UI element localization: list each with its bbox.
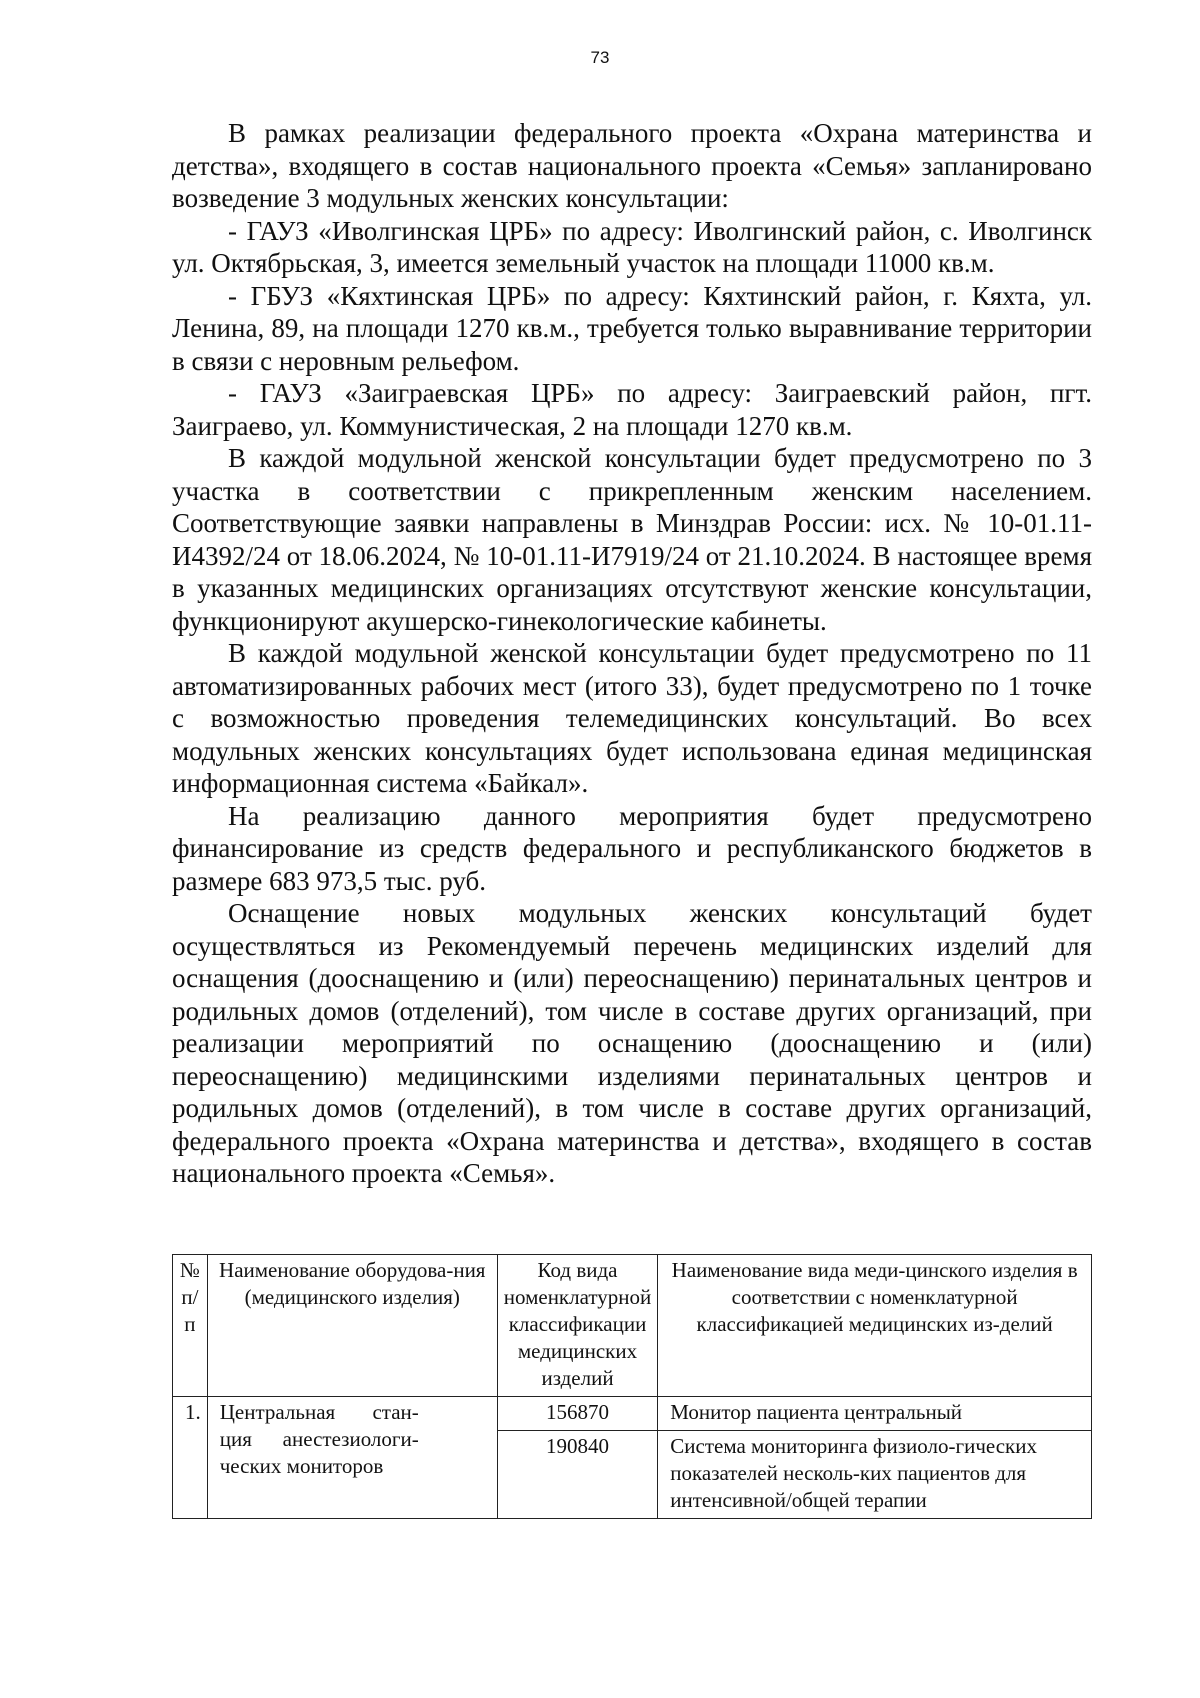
page-number: 73 — [590, 48, 610, 67]
device-kind: Монитор пациента центральный — [658, 1397, 1092, 1431]
paragraph: На реализацию данного мероприятия будет предусмотрено финансирование из средств федерального и республиканского бюджетов в размере 683 973,5 тыс. руб. — [172, 800, 1092, 896]
header-number: № п/п — [173, 1255, 208, 1397]
header-classification-code: Код вида номенклатурной классификации медицинских изделий — [497, 1255, 658, 1397]
table-header-row — [173, 1255, 1092, 1397]
document-body — [172, 117, 1092, 1190]
device-kind: Система мониторинга физиоло-гических показателей несколь-ких пациентов для интенсивной/общей терапии — [658, 1431, 1092, 1519]
table-row — [173, 1397, 1092, 1431]
paragraph: - ГАУЗ «Иволгинская ЦРБ» по адресу: Иволгинский район, с. Иволгинск ул. Октябрьская, 3, имеется земельный участок на площади 11000 кв.м. — [172, 215, 1092, 278]
equipment-table — [172, 1254, 1092, 1519]
paragraph: - ГБУЗ «Кяхтинская ЦРБ» по адресу: Кяхтинский район, г. Кяхта, ул. Ленина, 89, на площади 1270 кв.м., требуется только выравнивание территории в связи с неровным рельефом. — [172, 280, 1092, 376]
paragraph: В каждой модульной женской консультации будет предусмотрено по 3 участка в соответствии с прикрепленным женским населением. Соответствующие заявки направлены в Минздрав России: исх. № 10-01.11-И4392/24 от 18.06.2024, № 10-01.11-И7919/24 от 21.10.2024. В настоящее время в указанных медицинских организациях отсутствуют женские консультации, функционируют акушерско-гинекологические кабинеты. — [172, 443, 1092, 636]
header-device-kind: Наименование вида меди-цинского изделия в соответствии с номенклатурной классификацией медицинских из-делий — [658, 1255, 1092, 1397]
classification-code: 190840 — [497, 1431, 658, 1519]
paragraph: Оснащение новых модульных женских консультаций будет осуществляться из Рекомендуемый перечень медицинских изделий для оснащения (дооснащению и (или) переоснащению) перинатальных центров и родильных домов (отделений), том числе в составе других организаций, при реализации мероприятий по оснащению (дооснащению и (или) переоснащению) медицинскими изделиями перинатальных центров и родильных домов (отделений), в том числе в составе других организаций, федерального проекта «Охрана материнства и детства», входящего в состав национального проекта «Семья». — [172, 898, 1092, 1188]
header-equipment-name: Наименование оборудова-ния (медицинского изделия) — [207, 1255, 497, 1397]
paragraph: В каждой модульной женской консультации будет предусмотрено по 11 автоматизированных рабочих мест (итого 33), будет предусмотрено по 1 точке с возможностью проведения телемедицинских консультаций. Во всех модульных женских консультациях будет использована единая медицинская информационная система «Байкал». — [172, 638, 1092, 798]
paragraph: - ГАУЗ «Заиграевская ЦРБ» по адресу: Заиграевский район, пгт. Заиграево, ул. Коммунистическая, 2 на площади 1270 кв.м. — [172, 378, 1092, 441]
row-number: 1. — [173, 1397, 208, 1519]
classification-code: 156870 — [497, 1397, 658, 1431]
equipment-name: Центральная стан-ция анестезиологи-ческих мониторов — [207, 1397, 497, 1519]
paragraph: В рамках реализации федерального проекта «Охрана материнства и детства», входящего в состав национального проекта «Семья» запланировано возведение 3 модульных женских консультации: — [172, 118, 1092, 213]
